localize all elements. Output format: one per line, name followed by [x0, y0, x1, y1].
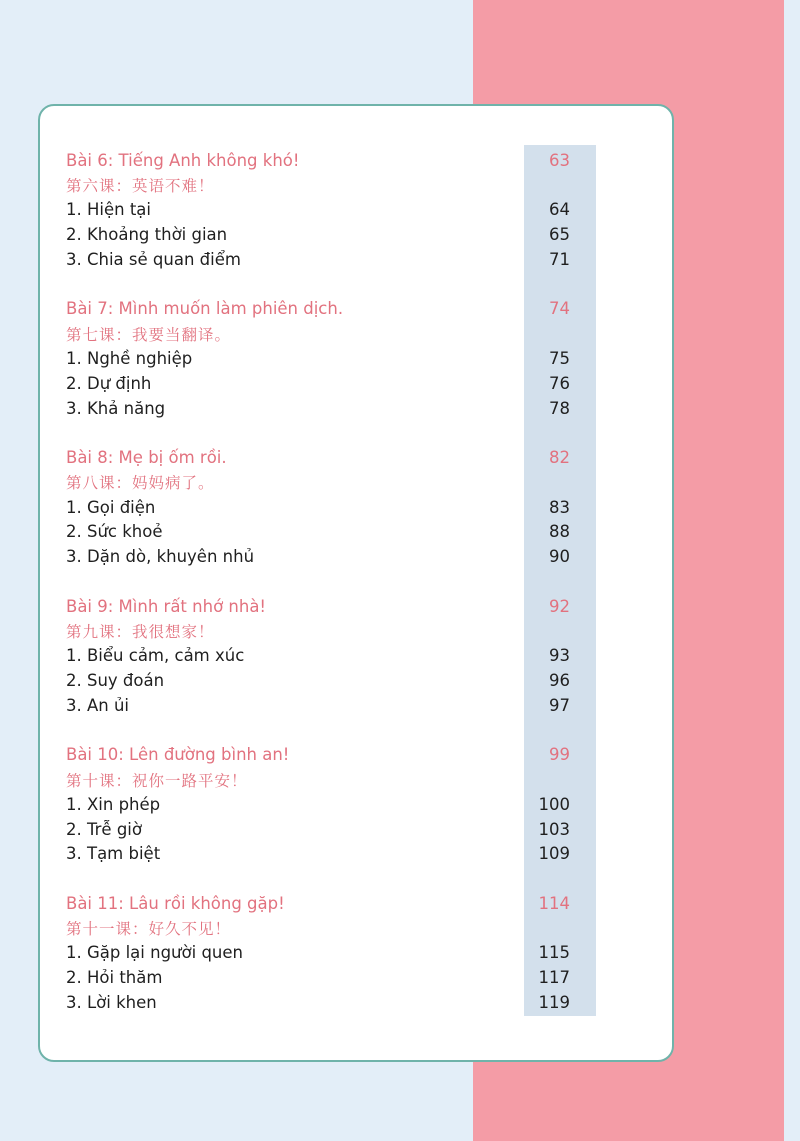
entry-page: 100 [538, 794, 570, 814]
entry-label: 2. Hỏi thăm [66, 968, 163, 988]
lesson-7 [66, 297, 570, 421]
toc-entry[interactable] [66, 792, 570, 817]
lesson-page: 114 [538, 893, 570, 913]
entry-label: 3. Lời khen [66, 992, 157, 1012]
toc-entry[interactable] [66, 668, 570, 693]
lesson-page: 99 [549, 745, 570, 765]
entry-label: 2. Sức khoẻ [66, 522, 163, 542]
toc-entry[interactable] [66, 371, 570, 396]
entry-page: 71 [549, 250, 570, 270]
lesson-chinese-title-row [66, 619, 570, 644]
lesson-chinese-title: 第八课：妈妈病了。 [66, 474, 215, 493]
entry-label: 2. Trễ giờ [66, 819, 142, 839]
table-of-contents [66, 148, 570, 1039]
entry-page: 96 [549, 671, 570, 691]
toc-entry[interactable] [66, 222, 570, 247]
entry-page: 88 [549, 522, 570, 542]
entry-label: 1. Gặp lại người quen [66, 943, 243, 963]
entry-label: 3. Khả năng [66, 398, 166, 418]
lesson-title-row[interactable] [66, 148, 570, 173]
entry-label: 1. Biểu cảm, cảm xúc [66, 646, 245, 666]
lesson-title: Bài 8: Mẹ bị ốm rồi. [66, 448, 227, 468]
lesson-11 [66, 891, 570, 1015]
entry-label: 1. Nghề nghiệp [66, 349, 193, 369]
toc-entry[interactable] [66, 940, 570, 965]
toc-entry[interactable] [66, 643, 570, 668]
lesson-chinese-title: 第十课：祝你一路平安！ [66, 771, 248, 790]
lesson-title: Bài 6: Tiếng Anh không khó! [66, 150, 300, 170]
lesson-title: Bài 11: Lâu rồi không gặp! [66, 893, 285, 913]
lesson-chinese-title: 第六课：英语不难！ [66, 177, 215, 196]
lesson-title: Bài 7: Mình muốn làm phiên dịch. [66, 299, 344, 319]
toc-entry[interactable] [66, 842, 570, 867]
entry-label: 1. Hiện tại [66, 200, 151, 220]
entry-label: 1. Xin phép [66, 794, 161, 814]
toc-entry[interactable] [66, 965, 570, 990]
toc-entry[interactable] [66, 495, 570, 520]
entry-label: 2. Khoảng thời gian [66, 225, 228, 245]
toc-entry[interactable] [66, 520, 570, 545]
toc-entry[interactable] [66, 990, 570, 1015]
lesson-chinese-title-row [66, 767, 570, 792]
toc-entry[interactable] [66, 247, 570, 272]
lesson-title-row[interactable] [66, 594, 570, 619]
toc-entry[interactable] [66, 693, 570, 718]
entry-page: 117 [538, 968, 570, 988]
entry-page: 97 [549, 695, 570, 715]
entry-label: 2. Dự định [66, 373, 152, 393]
entry-page: 75 [549, 349, 570, 369]
toc-entry[interactable] [66, 817, 570, 842]
lesson-8 [66, 445, 570, 569]
lesson-title: Bài 10: Lên đường bình an! [66, 745, 290, 765]
entry-label: 3. Tạm biệt [66, 844, 161, 864]
entry-label: 3. An ủi [66, 695, 130, 715]
entry-page: 83 [549, 497, 570, 517]
toc-entry[interactable] [66, 544, 570, 569]
entry-page: 65 [549, 225, 570, 245]
entry-label: 1. Gọi điện [66, 497, 156, 517]
lesson-chinese-title-row [66, 173, 570, 198]
entry-page: 76 [549, 373, 570, 393]
entry-label: 2. Suy đoán [66, 671, 165, 691]
lesson-6 [66, 148, 570, 272]
toc-entry[interactable] [66, 396, 570, 421]
entry-label: 3. Dặn dò, khuyên nhủ [66, 547, 255, 567]
lesson-chinese-title: 第七课：我要当翻译。 [66, 325, 232, 344]
entry-page: 90 [549, 547, 570, 567]
lesson-chinese-title-row [66, 321, 570, 346]
entry-page: 78 [549, 398, 570, 418]
entry-page: 109 [538, 844, 570, 864]
lesson-title-row[interactable] [66, 297, 570, 322]
lesson-page: 74 [549, 299, 570, 319]
lesson-page: 82 [549, 448, 570, 468]
lesson-9 [66, 594, 570, 718]
lesson-chinese-title: 第九课：我很想家！ [66, 622, 215, 641]
toc-entry[interactable] [66, 346, 570, 371]
lesson-title: Bài 9: Mình rất nhớ nhà! [66, 596, 267, 616]
lesson-title-row[interactable] [66, 445, 570, 470]
entry-page: 64 [549, 200, 570, 220]
entry-label: 3. Chia sẻ quan điểm [66, 250, 241, 270]
lesson-title-row[interactable] [66, 742, 570, 767]
lesson-chinese-title: 第十一课：好久不见！ [66, 920, 232, 939]
lesson-page: 92 [549, 596, 570, 616]
lesson-page: 63 [549, 150, 570, 170]
lesson-chinese-title-row [66, 916, 570, 941]
lesson-10 [66, 742, 570, 866]
lesson-title-row[interactable] [66, 891, 570, 916]
entry-page: 119 [538, 992, 570, 1012]
entry-page: 115 [538, 943, 570, 963]
entry-page: 93 [549, 646, 570, 666]
entry-page: 103 [538, 819, 570, 839]
toc-entry[interactable] [66, 198, 570, 223]
lesson-chinese-title-row [66, 470, 570, 495]
